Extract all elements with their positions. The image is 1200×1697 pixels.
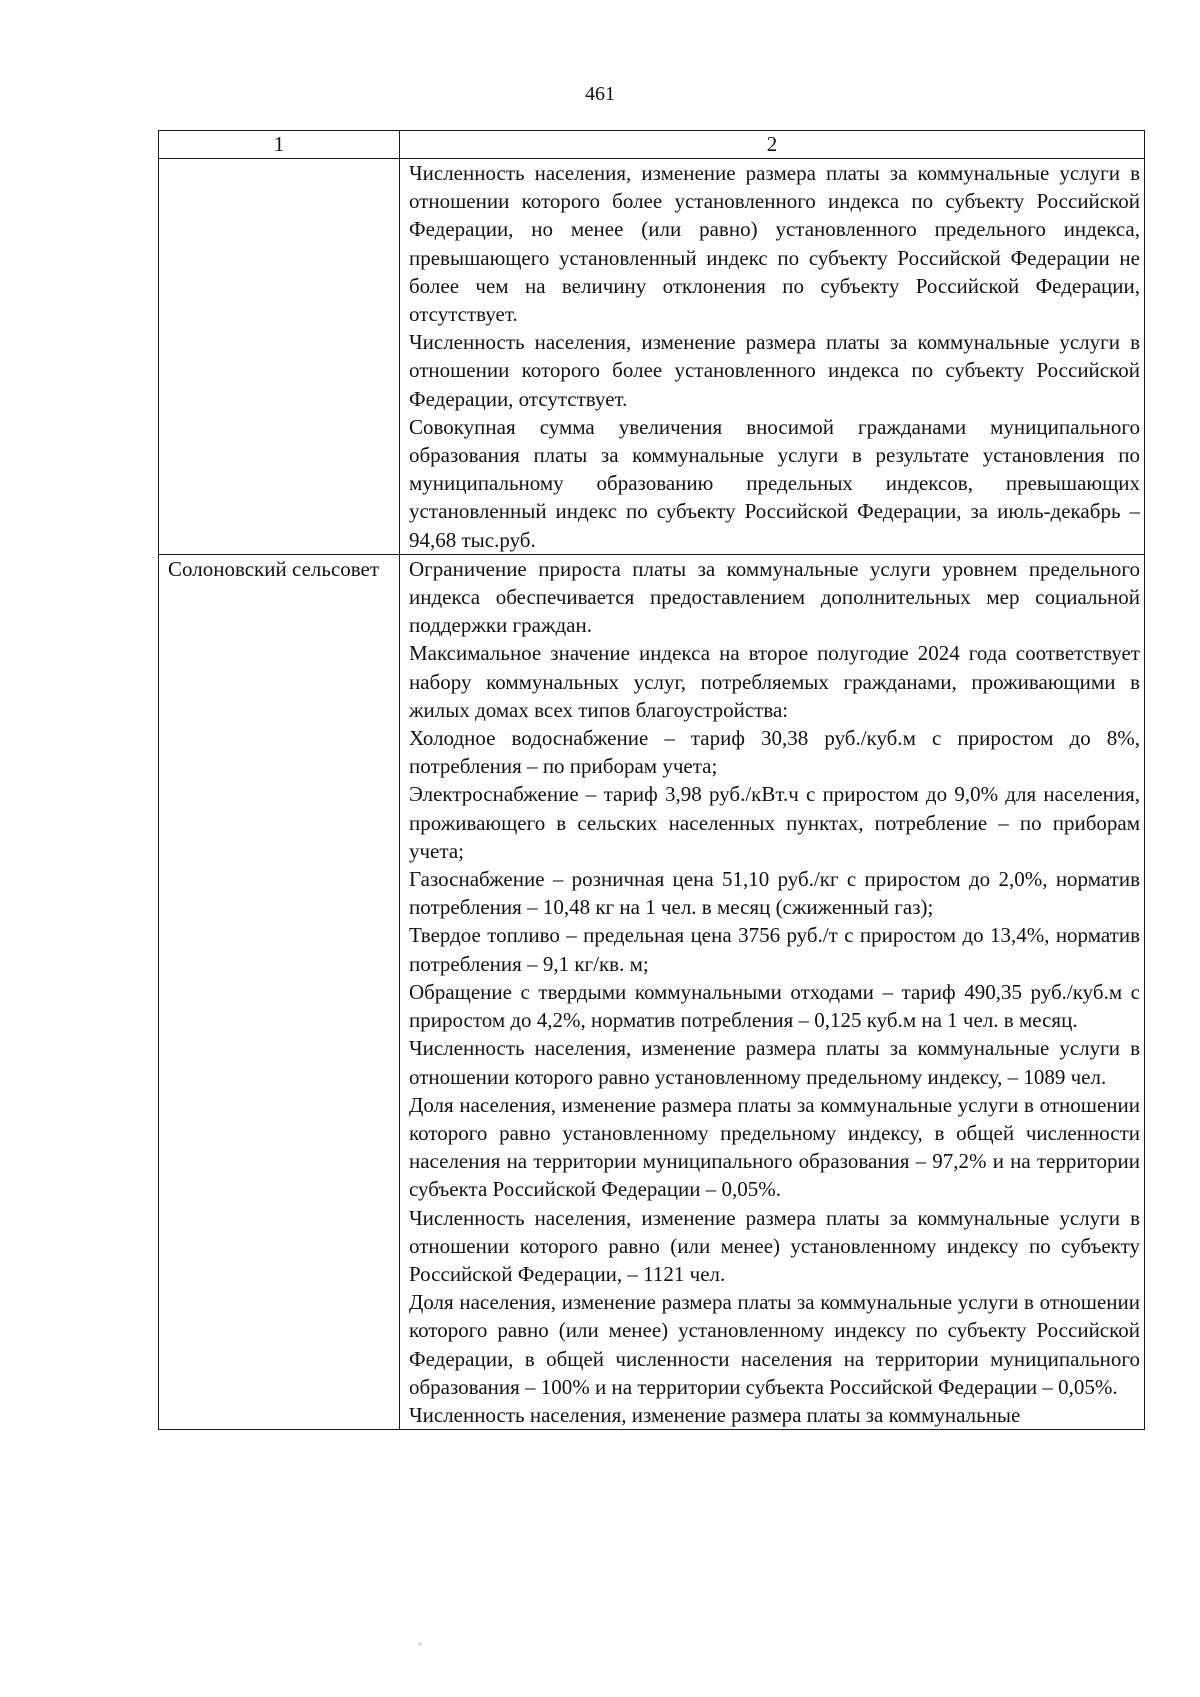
paragraph: Совокупная сумма увеличения вносимой гражданами муниципального образования платы за коммунальные услуги в результате установления по муниципальному образованию предельных индексов, превышающих установленный индекс по субъекту Российской Федерации, за июль-декабрь – 94,68 тыс.руб. xyxy=(409,414,1140,552)
table-row xyxy=(159,159,1145,555)
table-row xyxy=(159,554,1145,1429)
paragraph: Численность населения, изменение размера платы за коммунальные услуги в отношении которого равно установленному предельному индексу, – 1089 чел. xyxy=(409,1036,1140,1089)
description-cell xyxy=(400,554,1145,1429)
table-header-row xyxy=(159,131,1145,159)
paragraph: Численность населения, изменение размера платы за коммунальные услуги в отношении которого равно (или менее) установленному индексу по субъекту Российской Федерации, – 1121 чел. xyxy=(409,1205,1140,1286)
document-table xyxy=(158,130,1145,1430)
paragraph: Максимальное значение индекса на второе полугодие 2024 года соответствует набору коммунальных услуг, потребляемых гражданами, проживающими в жилых домах всех типов благоустройства: xyxy=(409,641,1140,722)
paragraph: Газоснабжение – розничная цена 51,10 руб./кг с приростом до 2,0%, норматив потребления – 10,48 кг на 1 чел. в месяц (сжиженный газ); xyxy=(409,867,1140,920)
paragraph: Холодное водоснабжение – тариф 30,38 руб./куб.м с приростом до 8%, потребления – по приборам учета; xyxy=(409,726,1140,779)
paragraph: Ограничение прироста платы за коммунальные услуги уровнем предельного индекса обеспечивается предоставлением дополнительных мер социальной поддержки граждан. xyxy=(409,556,1140,638)
scan-speck xyxy=(418,1642,422,1646)
paragraph: Численность населения, изменение размера платы за коммунальные xyxy=(409,1402,1021,1427)
paragraph: Численность населения, изменение размера платы за коммунальные услуги в отношении которого более установленного индекса по субъекту Российской Федерации, отсутствует. xyxy=(409,330,1140,411)
paragraph: Доля населения, изменение размера платы за коммунальные услуги в отношении которого равно (или менее) установленному индексу по субъекту Российской Федерации, в общей численности населения на территории муниципального образования – 100% и на территории субъекта Российской Федерации – 0,05%. xyxy=(409,1290,1140,1399)
paragraph: Твердое топливо – предельная цена 3756 руб./т с приростом до 13,4%, норматив потребления – 9,1 кг/кв. м; xyxy=(409,923,1140,976)
municipality-name-cell: Солоновский сельсовет xyxy=(159,554,400,1429)
paragraph: Электроснабжение – тариф 3,98 руб./кВт.ч с приростом до 9,0% для населения, проживающего в сельских населенных пунктах, потребление – по приборам учета; xyxy=(409,782,1140,863)
column-header-2: 2 xyxy=(400,131,1145,159)
page-number: 461 xyxy=(585,83,615,105)
paragraph: Численность населения, изменение размера платы за коммунальные услуги в отношении которого более установленного индекса по субъекту Российской Федерации, но менее (или равно) установленного предельного индекса, превышающего установленный индекс по субъекту Российской Федерации не более чем на величину отклонения по субъекту Российской Федерации, отсутствует. xyxy=(409,161,1140,327)
column-header-1: 1 xyxy=(159,131,400,159)
paragraph: Обращение с твердыми коммунальными отходами – тариф 490,35 руб./куб.м с приростом до 4,2%, норматив потребления – 0,125 куб.м на 1 чел. в месяц. xyxy=(409,979,1140,1033)
paragraph: Доля населения, изменение размера платы за коммунальные услуги в отношении которого равно установленному предельному индексу, в общей численности населения на территории муниципального образования – 97,2% и на территории субъекта Российской Федерации – 0,05%. xyxy=(409,1092,1140,1202)
municipality-name-cell xyxy=(159,159,400,555)
description-cell xyxy=(400,159,1145,555)
